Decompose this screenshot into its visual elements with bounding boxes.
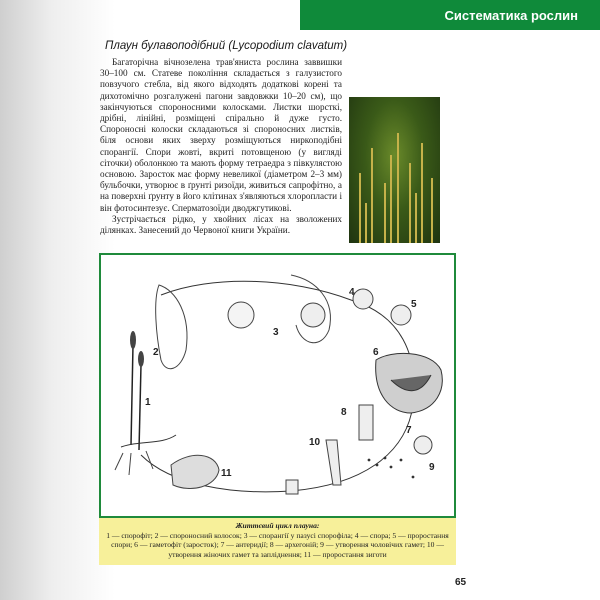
step-label-8: 8 xyxy=(341,407,347,418)
step-label-6: 6 xyxy=(373,347,379,358)
section-title: Систематика рослин xyxy=(444,7,578,23)
antheridium-drawing xyxy=(414,436,432,454)
caption-text: 1 — спорофіт; 2 — спороносний колосок; 3 — спорангії у пазусі спорофіла; 4 — спора; 5 — проростання спори; 6 — гаметофіт (заросток); 7 — антеридії; 8 — архегоній; 9 — утворення чоловічих гамет; 10 — утворення жіночих гамет та запліднення; 11 — проростання зиготи xyxy=(106,530,449,559)
paragraph: Багаторічна вічнозелена трав'яниста рослина заввишки 30–100 см. Статеве покоління складається з галузистого повзучого стебла, від якого відходять додаткові корені та дихотомічно розгалужені пагони завдовжки 10–20 см), що закінчуються спороносними колосками. Листки шорсткі, дрібні, лінійні, розміщені спірально й дуже густо. Спороносні колоски складаються зі спороносних листків, біля основи яких зверху розміщуються ниркоподібні спорангії. Спори жовті, вкриті потовщеною (у вигляді сіточки) оболонкою та мають форму тетраедра з півкулястою основою. Заросток має форму невеликої (діаметром 2–3 мм) бульбочки, утворює в ґрунті ризоїди, живиться сапрофітно, а на поверхні ґрунту в його клітинах з'являються хлоропласти і він фотосинтезує. Сперматозоїди дводжгутикові. xyxy=(100,57,342,213)
male-gametes-drawing xyxy=(368,457,415,479)
step-label-2: 2 xyxy=(153,347,159,358)
zygote-drawing xyxy=(171,455,219,488)
step-label-5: 5 xyxy=(411,299,417,310)
figure-caption xyxy=(99,518,456,565)
step-label-10: 10 xyxy=(309,437,321,448)
caption-title: Життєвий цикл плауна: xyxy=(235,521,320,530)
article-body xyxy=(100,57,342,236)
step-label-7: 7 xyxy=(406,425,412,436)
step-label-3: 3 xyxy=(273,327,279,338)
spore-drawing xyxy=(353,289,373,309)
archegonium-drawing xyxy=(359,405,373,440)
page-number: 65 xyxy=(455,577,467,588)
sporangium-drawing xyxy=(228,302,254,328)
section-header xyxy=(300,0,600,30)
germinating-spore-drawing xyxy=(391,305,411,325)
page-binding-shadow xyxy=(0,0,115,600)
step-label-9: 9 xyxy=(429,462,435,473)
strobilus-drawing xyxy=(156,285,187,369)
clubmoss-photo xyxy=(349,97,440,243)
step-label-1: 1 xyxy=(145,397,151,408)
fertilization-drawing xyxy=(326,440,341,485)
step-label-4: 4 xyxy=(349,287,355,298)
life-cycle-diagram xyxy=(99,253,456,518)
life-cycle-drawing xyxy=(101,255,454,516)
step-label-11: 11 xyxy=(221,468,232,479)
paragraph: Зустрічається рідко, у хвойних лісах на зволожених ділянках. Занесений до Червоної книги України. xyxy=(100,213,342,236)
article-title: Плаун булавоподібний (Lycopodium clavatum) xyxy=(105,40,348,52)
